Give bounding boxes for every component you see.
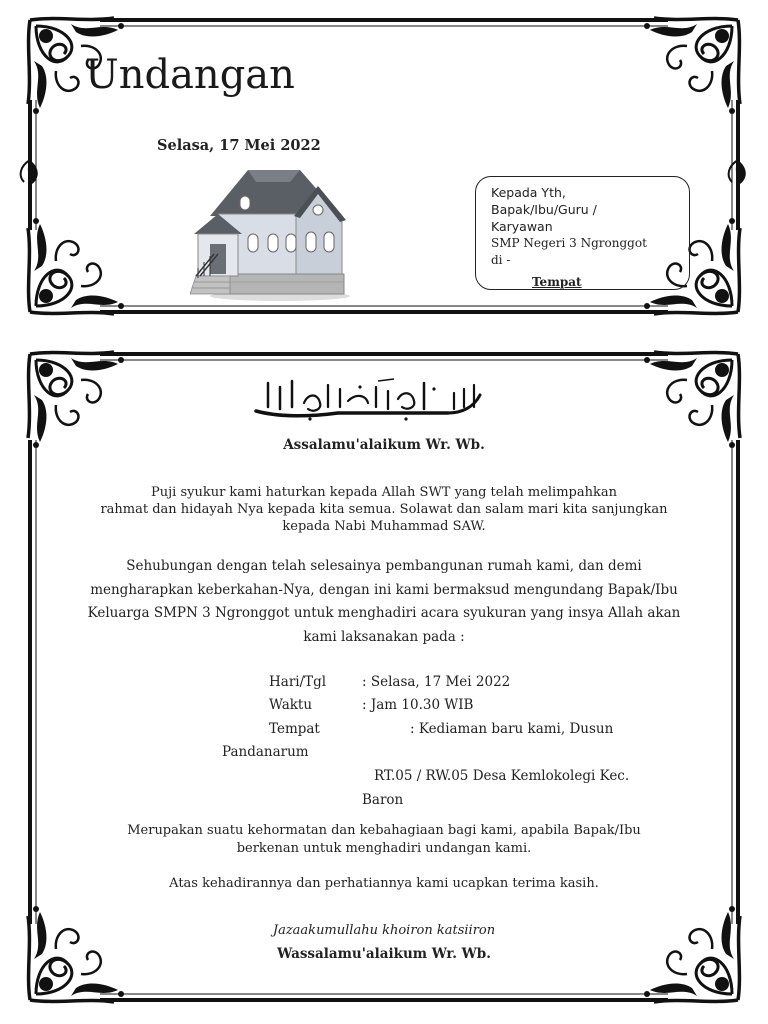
page-title: Undangan [85,52,295,98]
paragraph-line: Keluarga SMPN 3 Ngronggot untuk menghadiri acara syukuran yang insya Allah akan [87,605,681,621]
paragraph-line: Puji syukur kami haturkan kepada Allah SWT yang telah melimpahkan [151,485,617,500]
paragraph-line: kami laksanakan pada : [303,628,465,645]
event-day-label: Hari/Tgl [269,674,327,690]
paragraph-line: mengharapkan keberkahan-Nya, dengan ini kami bermaksud mengundang Bapak/Ibu [90,581,678,598]
event-time-label: Waktu [269,697,313,713]
jazaakumullahu-line: Jazaakumullahu khoiron katsiiron [272,923,496,938]
farewell: Wassalamu'alaikum Wr. Wb. [277,946,491,962]
paragraph-line: Merupakan suatu kehormatan dan kebahagiaan bagi kami, apabila Bapak/Ibu [127,823,641,838]
event-time-value: : Jam 10.30 WIB [362,697,474,713]
recipient-address-box [475,176,690,290]
recipient-line-3: Karyawan [491,219,553,234]
paragraph-line: Sehubungan dengan telah selesainya pembangunan rumah kami, dan demi [126,558,642,574]
event-place-label: Tempat [269,721,320,737]
greeting: Assalamu'alaikum Wr. Wb. [283,437,485,453]
cover-card [0,0,768,330]
recipient-line-2: Bapak/Ibu/Guru / [491,202,597,217]
paragraph-opening [0,484,768,535]
paragraph-line: rahmat dan hidayah Nya kepada kita semua. Solawat dan salam mari kita sanjungkan [100,502,668,517]
recipient-line-1: Kepada Yth, [491,185,566,200]
paragraph-line: kepada Nabi Muhammad SAW. [282,519,486,534]
recipient-line-4: SMP Negeri 3 Ngronggot [491,236,647,250]
paragraph-closing [0,822,768,858]
paragraph-invitation [0,555,768,649]
event-place-cont2: RT.05 / RW.05 Desa Kemlokolegi Kec. [374,768,630,784]
paragraph-line: berkenan untuk menghadiri undangan kami. [236,841,532,856]
house-illustration [190,168,350,303]
recipient-line-5: di - [491,253,511,267]
thanks-line: Atas kehadirannya dan perhatiannya kami ucapkan terima kasih. [169,876,599,891]
bismillah-calligraphy [248,377,488,425]
cover-date: Selasa, 17 Mei 2022 [157,137,321,154]
event-place-value: : Kediaman baru kami, Dusun [410,721,614,737]
event-place-cont3: Baron [362,792,404,808]
event-place-cont1: Pandanarum [222,744,309,760]
event-day-value: : Selasa, 17 Mei 2022 [362,674,511,690]
recipient-place: Tempat [532,275,582,289]
